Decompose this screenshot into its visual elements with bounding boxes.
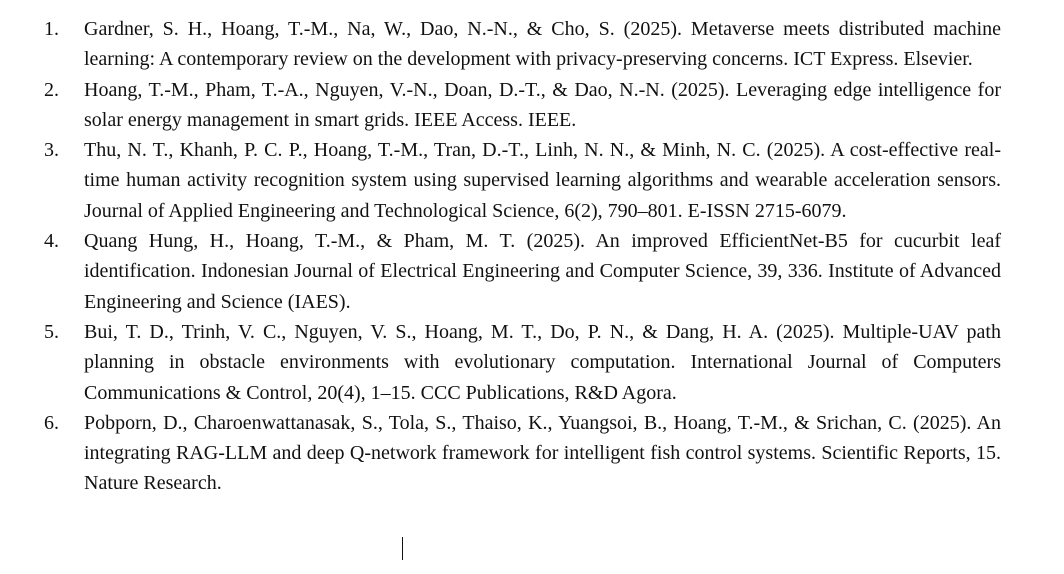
text-cursor [402,537,403,560]
reference-item-4 [0,226,1064,317]
reference-number: 6. [44,411,59,434]
reference-text[interactable]: Gardner, S. H., Hoang, T.-M., Na, W., Dao, N.-N., & Cho, S. (2025). Metaverse meets distributed machine learning: A contemporary review on the development with privacy-preserving concerns. ICT Express. Elsevier. [84,18,1001,71]
reference-item-5 [0,317,1064,408]
reference-text[interactable]: Thu, N. T., Khanh, P. C. P., Hoang, T.-M., Tran, D.-T., Linh, N. N., & Minh, N. C. (2025). A cost-effective real-time human activity recognition system using supervised learning algorithms and wearable acceleration sensors. Journal of Applied Engineering and Technological Science, 6(2), 790–801. E-ISSN 2715-6079. [84,139,1001,222]
reference-number: 5. [44,320,59,343]
reference-number: 3. [44,139,59,162]
reference-text[interactable]: Pobporn, D., Charoenwattanasak, S., Tola, S., Thaiso, K., Yuangsoi, B., Hoang, T.-M., & Srichan, C. (2025). An integrating RAG-LLM and deep Q-network framework for intelligent fish control systems. Scientific Reports, 15. Nature Research. [84,411,1001,495]
reference-list [0,14,1064,499]
reference-number: 1. [44,18,59,40]
reference-item-6 [0,408,1064,499]
reference-item-1 [0,14,1064,75]
reference-number: 2. [44,78,59,101]
document-page [0,14,1064,499]
reference-number: 4. [44,230,59,253]
reference-item-2 [0,75,1064,136]
reference-text[interactable]: Quang Hung, H., Hoang, T.-M., & Pham, M. T. (2025). An improved EfficientNet-B5 for cucurbit leaf identification. Indonesian Journal of Electrical Engineering and Computer Science, 39, 336. Institute of Advanced Engineering and Science (IAES). [84,230,1001,313]
reference-text[interactable]: Hoang, T.-M., Pham, T.-A., Nguyen, V.-N., Doan, D.-T., & Dao, N.-N. (2025). Leveraging edge intelligence for solar energy management in smart grids. IEEE Access. IEEE. [84,78,1001,131]
reference-item-3 [0,135,1064,226]
reference-text[interactable]: Bui, T. D., Trinh, V. C., Nguyen, V. S., Hoang, M. T., Do, P. N., & Dang, H. A. (2025). Multiple-UAV path planning in obstacle environments with evolutionary computation. International Journal of Computers Communications & Control, 20(4), 1–15. CCC Publications, R&D Agora. [84,320,1001,404]
